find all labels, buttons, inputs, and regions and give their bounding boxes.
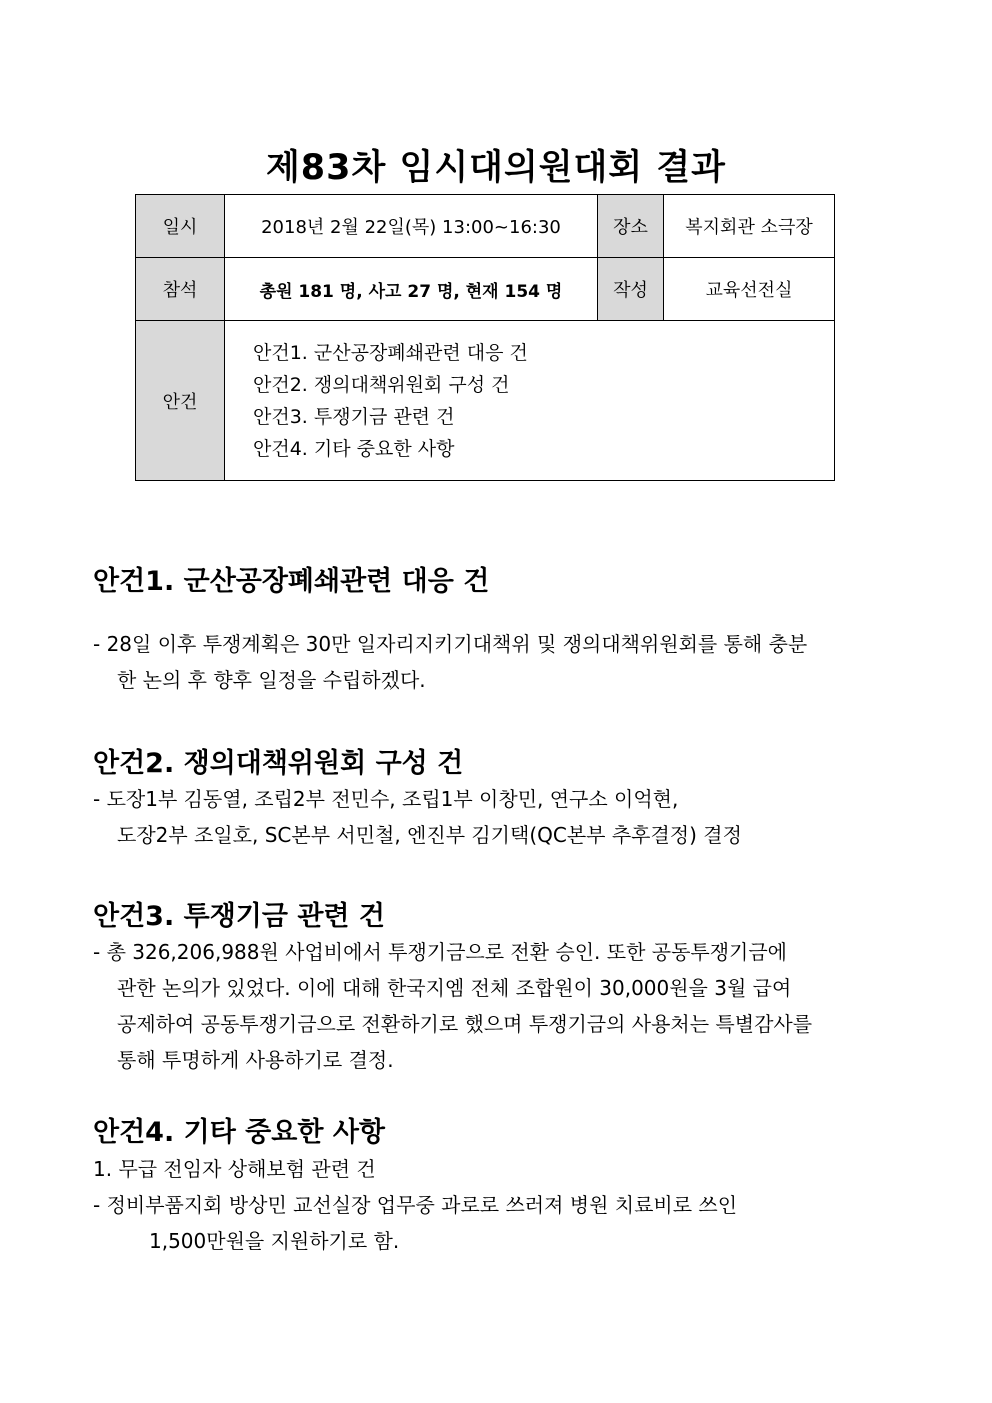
section-body-agenda-4 (93, 1151, 737, 1259)
attendance-value: 총원 181 명, 사고 27 명, 현재 154 명 (225, 258, 598, 321)
place-value: 복지회관 소극장 (664, 195, 835, 258)
agenda-item: 안건1. 군산공장폐쇄관련 대응 건 (253, 341, 528, 364)
place-label: 장소 (598, 195, 664, 258)
date-value: 2018년 2월 22일(목) 13:00~16:30 (225, 195, 598, 258)
date-row (136, 195, 835, 258)
section-heading-agenda-2: 안건2. 쟁의대책위원회 구성 건 (93, 748, 464, 779)
body-line: - 총 326,206,988원 사업비에서 투쟁기금으로 전환 승인. 또한 공동투쟁기금에 (93, 940, 787, 964)
body-line: 관한 논의가 있었다. 이에 대해 한국지엠 전체 조합원이 30,000원을 3월 급여 (117, 976, 792, 1000)
section-body-agenda-1 (93, 626, 807, 698)
body-line: 한 논의 후 향후 일정을 수립하겠다. (117, 668, 426, 692)
body-line: - 정비부품지회 방상민 교선실장 업무중 과로로 쓰러져 병원 치료비로 쓰인 (93, 1193, 738, 1217)
section-heading-agenda-1: 안건1. 군산공장폐쇄관련 대응 건 (93, 566, 490, 597)
body-line: - 28일 이후 투쟁계획은 30만 일자리지키기대책위 및 쟁의대책위원회를 통해 충분 (93, 632, 808, 656)
meeting-info-table (135, 194, 835, 481)
section-body-agenda-3 (93, 934, 812, 1078)
agenda-label: 안건 (136, 321, 225, 481)
agenda-list (225, 337, 834, 465)
body-line: - 도장1부 김동열, 조립2부 전민수, 조립1부 이창민, 연구소 이억현, (93, 787, 679, 811)
agenda-item: 안건4. 기타 중요한 사항 (253, 437, 455, 460)
date-label: 일시 (136, 195, 225, 258)
section-heading-agenda-4: 안건4. 기타 중요한 사항 (93, 1117, 385, 1148)
agenda-cell (225, 321, 835, 481)
agenda-item: 안건3. 투쟁기금 관련 건 (253, 405, 455, 428)
section-heading-agenda-3: 안건3. 투쟁기금 관련 건 (93, 901, 385, 932)
body-line: 1. 무급 전임자 상해보험 관련 건 (93, 1157, 376, 1181)
document-title: 제83차 임시대의원대회 결과 (266, 148, 726, 188)
section-body-agenda-2 (93, 781, 742, 853)
body-line: 통해 투명하게 사용하기로 결정. (117, 1048, 394, 1072)
body-line: 도장2부 조일호, SC본부 서민철, 엔진부 김기택(QC본부 추후결정) 결정 (117, 823, 742, 847)
body-line: 1,500만원을 지원하기로 함. (149, 1229, 400, 1253)
body-line: 공제하여 공동투쟁기금으로 전환하기로 했으며 투쟁기금의 사용처는 특별감사를 (117, 1012, 813, 1036)
agenda-row (136, 321, 835, 481)
attendance-label: 참석 (136, 258, 225, 321)
agenda-item: 안건2. 쟁의대책위원회 구성 건 (253, 373, 510, 396)
author-label: 작성 (598, 258, 664, 321)
attendance-row (136, 258, 835, 321)
author-value: 교육선전실 (664, 258, 835, 321)
